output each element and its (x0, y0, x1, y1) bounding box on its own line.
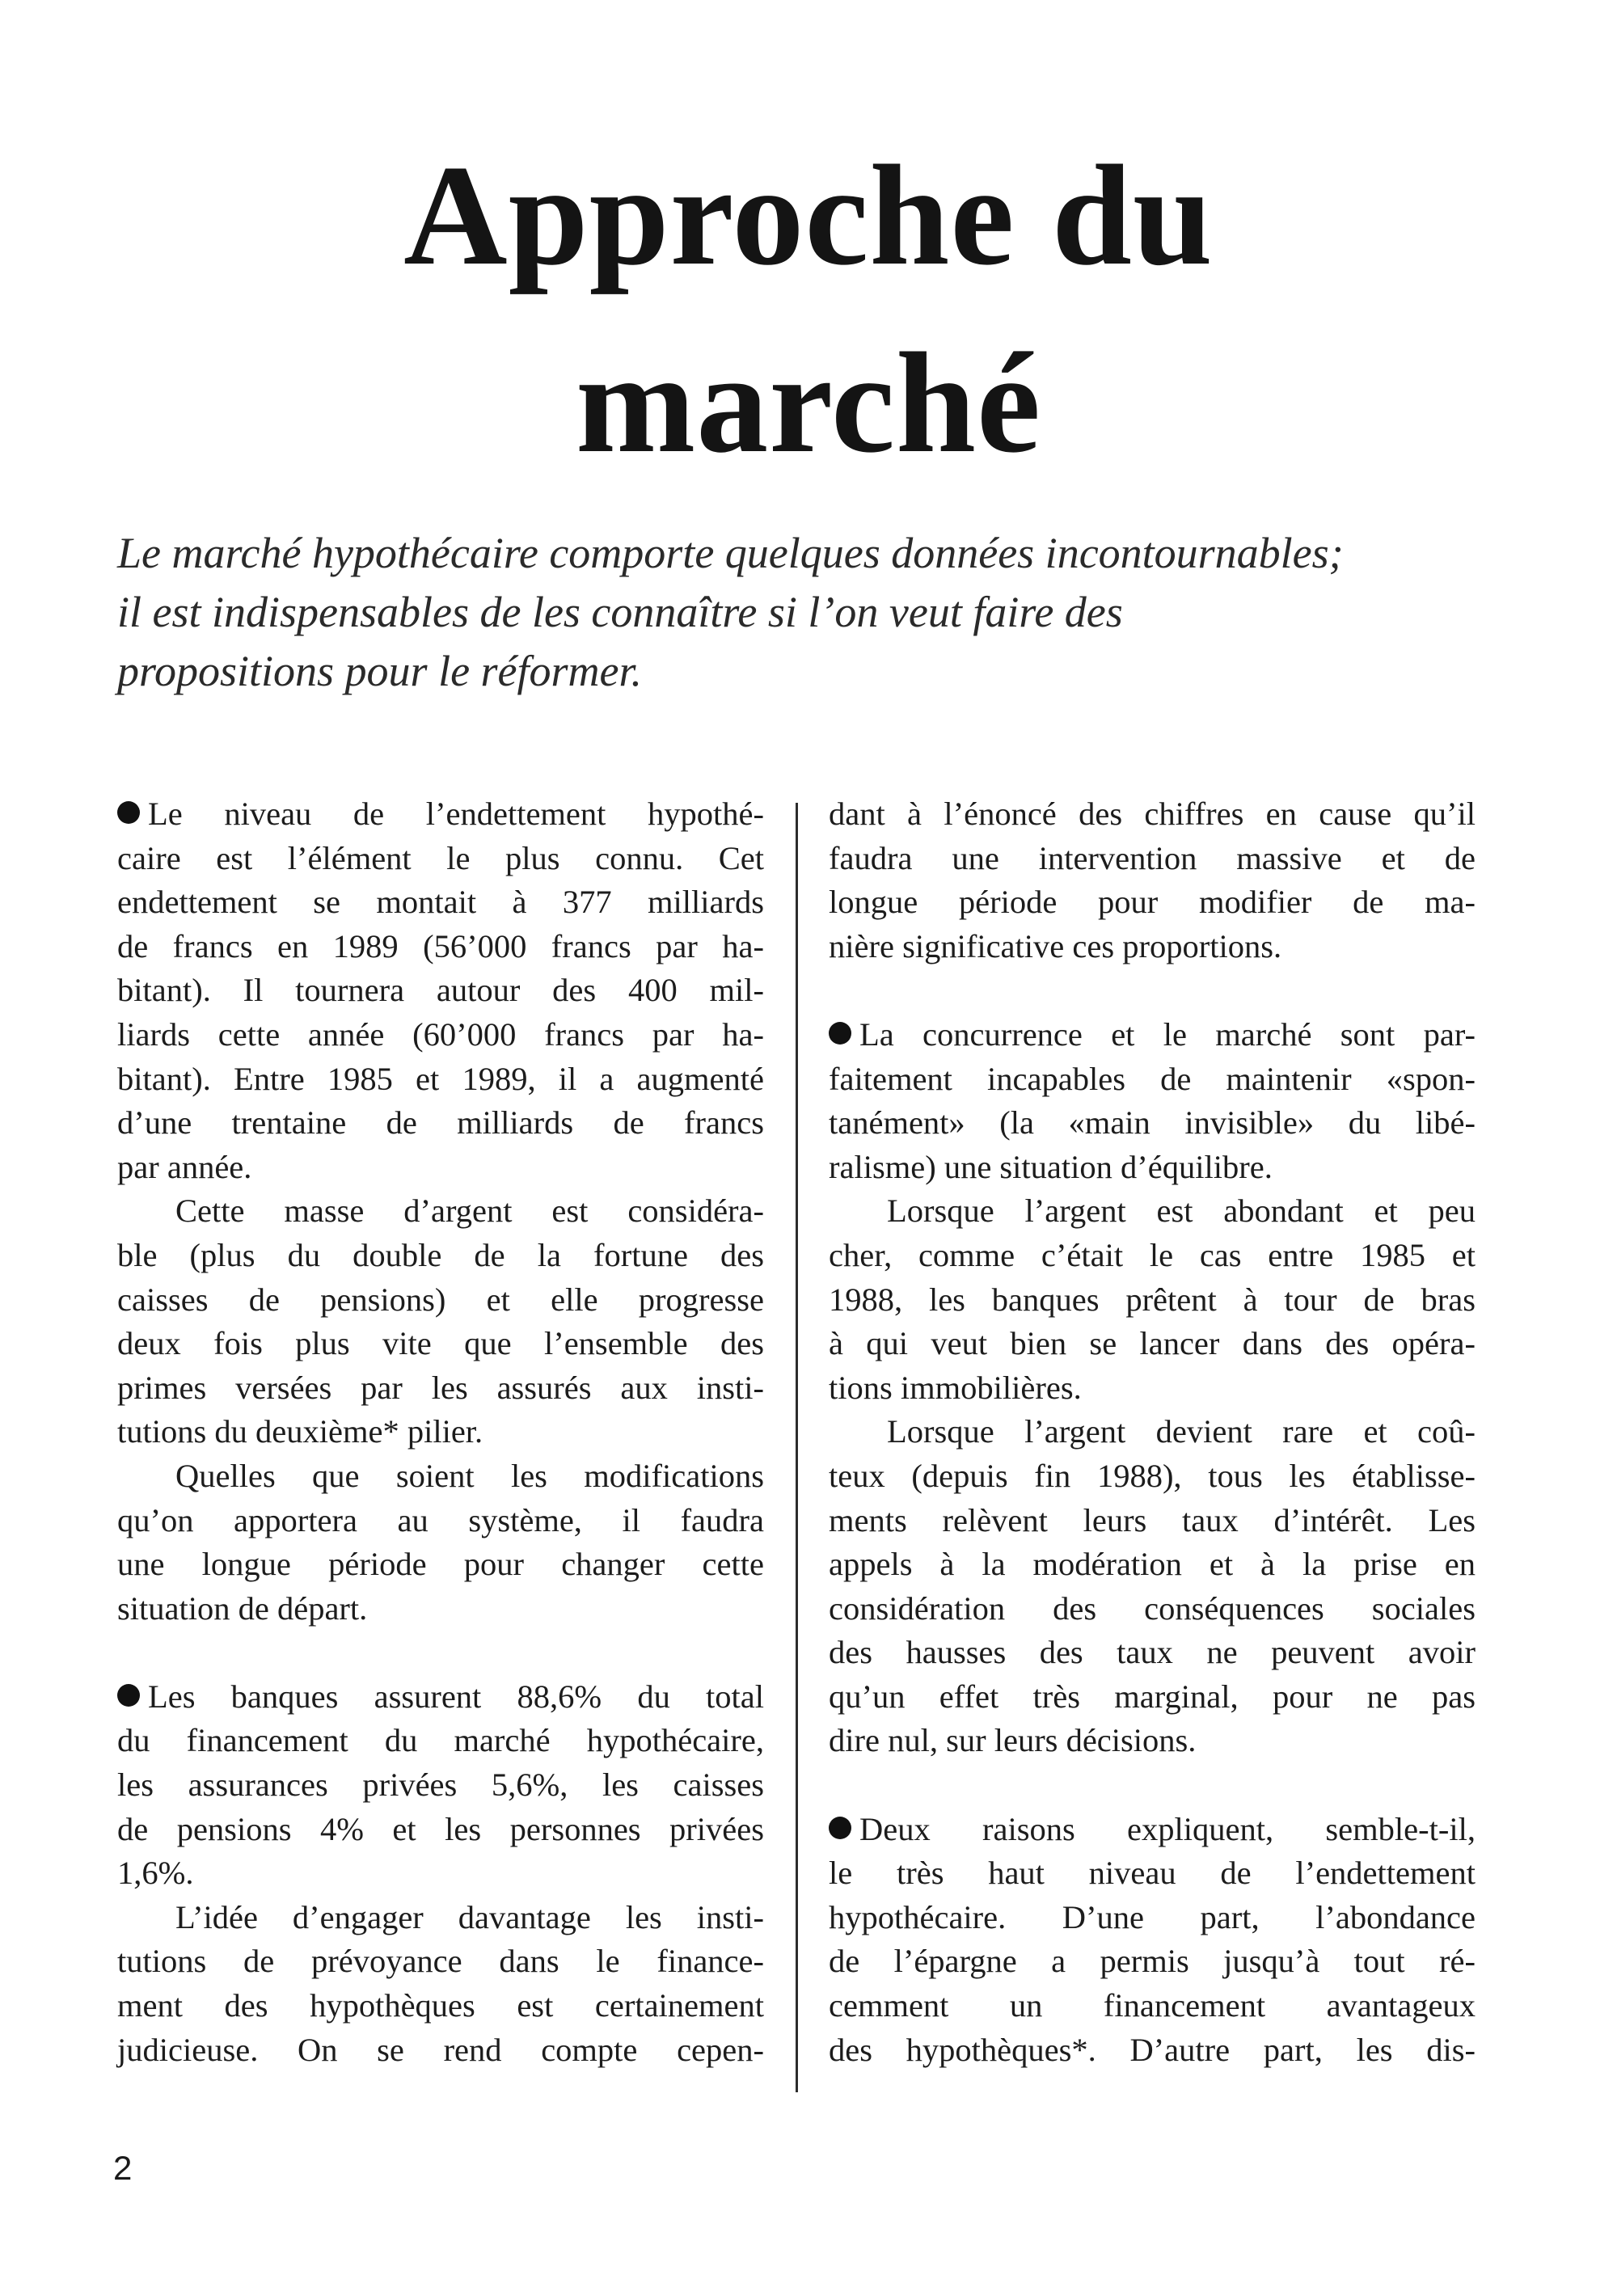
title-line-2: marché (575, 323, 1042, 483)
text-line: Lorsque l’argent devient rare et coû- (887, 1413, 1476, 1450)
text-line: qu’on apportera au système, il faudra (117, 1501, 764, 1538)
text-line: Lorsque l’argent est abondant et peu (887, 1192, 1476, 1230)
text-line: ment des hypothèques est certainement (117, 1987, 764, 2024)
text-line: Les banques assurent 88,6% du total (117, 1675, 764, 1720)
text-line: bitant). Entre 1985 et 1989, il a augmenté (117, 1060, 764, 1097)
text-line: primes versées par les assurés aux insti- (117, 1369, 764, 1406)
text-line: Deux raisons expliquent, semble-t-il, (829, 1808, 1476, 1852)
text-line: Cette masse d’argent est considéra- (175, 1192, 764, 1230)
intro-line: Le marché hypothécaire comporte quelques données incontournables; (117, 529, 1344, 577)
column-divider (796, 803, 798, 2092)
text-line: nière significative ces proportions. (829, 927, 1282, 964)
bullet-icon (117, 1684, 140, 1707)
text-line: cher, comme c’était le cas entre 1985 et (829, 1236, 1476, 1273)
text-line: de pensions 4% et les personnes privées (117, 1810, 764, 1847)
text-line: le très haut niveau de l’endettement (829, 1855, 1476, 1892)
text-line: dire nul, sur leurs décisions. (829, 1722, 1197, 1759)
text-line: des hausses des taux ne peuvent avoir (829, 1634, 1476, 1671)
text-line: tions immobilières. (829, 1369, 1082, 1406)
page-number: 2 (113, 2149, 133, 2187)
text-line: teux (depuis fin 1988), tous les établisse- (829, 1457, 1476, 1494)
text-line: La concurrence et le marché sont par- (829, 1013, 1476, 1057)
intro-paragraph (117, 524, 1508, 701)
text-line: cemment un financement avantageux (829, 1987, 1476, 2024)
text-line: par année. (117, 1148, 252, 1185)
text-line: une longue période pour changer cette (117, 1546, 764, 1583)
text-line: de l’épargne a permis jusqu’à tout ré- (829, 1943, 1476, 1980)
text-line: appels à la modération et à la prise en (829, 1546, 1476, 1583)
text-line: ralisme) une situation d’équilibre. (829, 1148, 1273, 1185)
left-column (117, 792, 764, 2072)
text-line: du financement du marché hypothécaire, (117, 1722, 764, 1759)
bullet-icon (829, 1022, 851, 1045)
text-line: bitant). Il tournera autour des 400 mil- (117, 972, 764, 1009)
text-line: 1,6%. (117, 1855, 194, 1892)
paragraph-gap (117, 1631, 764, 1675)
text-line: Le niveau de l’endettement hypothé- (117, 792, 764, 837)
text-line: faudra une intervention massive et de (829, 839, 1476, 876)
paragraph-gap (829, 1763, 1476, 1808)
text-line: de francs en 1989 (56’000 francs par ha- (117, 927, 764, 964)
text-line: qu’un effet très marginal, pour ne pas (829, 1678, 1476, 1715)
text-line: endettement se montait à 377 milliards (117, 884, 764, 921)
text-line: hypothécaire. D’une part, l’abondance (829, 1898, 1476, 1935)
text-line: dant à l’énoncé des chiffres en cause qu’il (829, 796, 1476, 832)
text-line: liards cette année (60’000 francs par ha- (117, 1015, 764, 1053)
text-line: tutions du deuxième* pilier. (117, 1413, 483, 1450)
text-line: des hypothèques*. D’autre part, les dis- (829, 2031, 1476, 2068)
text-line: caisses de pensions) et elle progresse (117, 1281, 764, 1318)
text-line: caire est l’élément le plus connu. Cet (117, 839, 764, 876)
text-line: ble (plus du double de la fortune des (117, 1236, 764, 1273)
text-line: d’une trentaine de milliards de francs (117, 1104, 764, 1142)
text-line: situation de départ. (117, 1589, 368, 1627)
text-line: longue période pour modifier de ma- (829, 884, 1476, 921)
title-line-1: Approche du (403, 135, 1214, 295)
text-line: 1988, les banques prêtent à tour de bras (829, 1281, 1476, 1318)
text-line: ments relèvent leurs taux d’intérêt. Les (829, 1501, 1476, 1538)
intro-line: il est indispensables de les connaître si l’on veut faire des (117, 588, 1123, 636)
text-line: considération des conséquences sociales (829, 1589, 1476, 1627)
text-line: judicieuse. On se rend compte cepen- (117, 2031, 764, 2068)
text-line: L’idée d’engager davantage les insti- (175, 1898, 764, 1935)
text-line: deux fois plus vite que l’ensemble des (117, 1325, 764, 1362)
text-line: faitement incapables de maintenir «spon- (829, 1060, 1476, 1097)
paragraph-gap (829, 969, 1476, 1013)
right-column (829, 792, 1476, 2072)
page-title (0, 121, 1617, 496)
text-line: tutions de prévoyance dans le finance- (117, 1943, 764, 1980)
text-line: Quelles que soient les modifications (175, 1457, 764, 1494)
text-line: les assurances privées 5,6%, les caisses (117, 1766, 764, 1804)
intro-line: propositions pour le réformer. (117, 647, 643, 695)
text-line: à qui veut bien se lancer dans des opéra- (829, 1325, 1476, 1362)
text-line: tanément» (la «main invisible» du libé- (829, 1104, 1476, 1142)
bullet-icon (829, 1817, 851, 1839)
bullet-icon (117, 801, 140, 824)
